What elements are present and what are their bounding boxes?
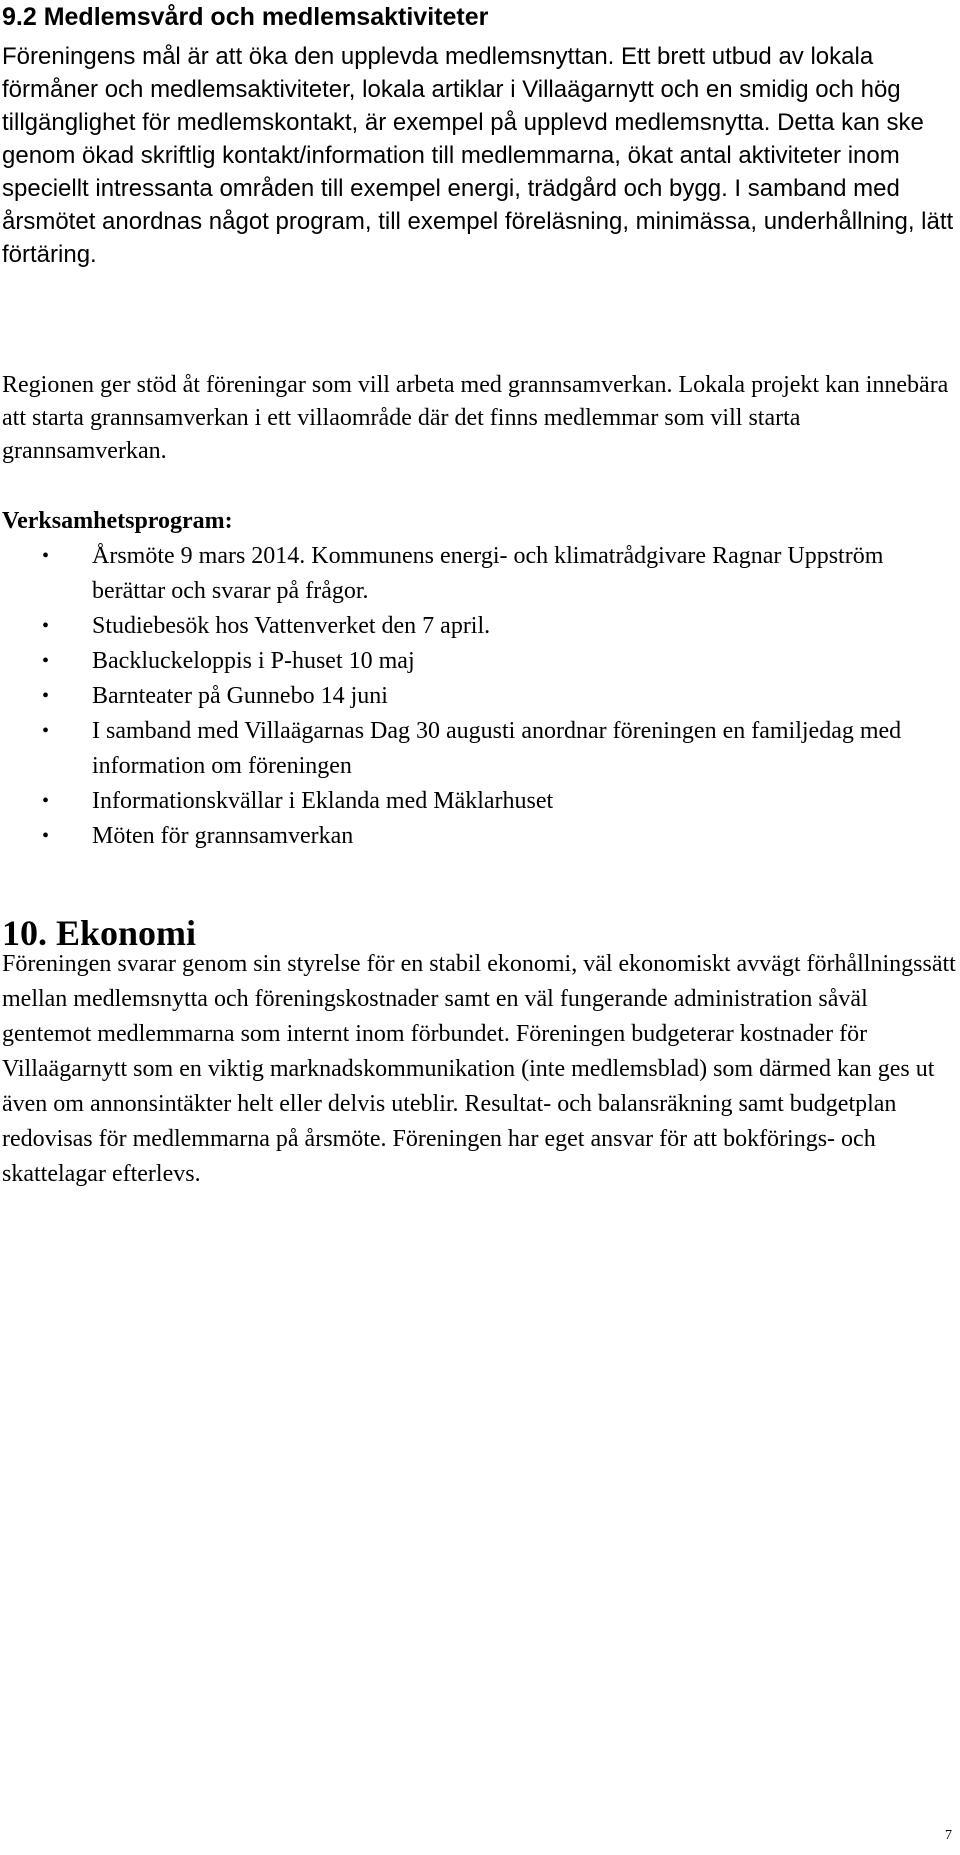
list-item-text: Möten för grannsamverkan [92, 823, 354, 849]
list-item-text: Informationskvällar i Eklanda med Mäklarhuset [92, 788, 554, 814]
list-item [0, 714, 952, 784]
program-list [0, 539, 960, 854]
list-item [0, 679, 952, 714]
list-item [0, 784, 952, 819]
list-item-text: Studiebesök hos Vattenverket den 7 april. [92, 613, 491, 639]
paragraph-ekonomi: Föreningen svarar genom sin styrelse för en stabil ekonomi, väl ekonomiskt avvägt förhållningssätt mellan medlemsnytta och föreningskostnader samt en väl fungerande administration såväl gentemot medlemmarna som internt inom förbundet. Föreningen budgeterar kostnader för Villaägarnytt som en viktig marknadskommunikation (inte medlemsblad) som därmed kan ges ut även om annonsintäkter helt eller delvis uteblir. Resultat- och balansräkning samt budgetplan redovisas för medlemmarna på årsmöte. Föreningen har eget ansvar för att bokförings- och skattelagar efterlevs. [2, 951, 956, 1187]
list-item [0, 644, 952, 679]
bullet-icon: • [42, 825, 50, 847]
page-number: 7 [945, 1828, 952, 1843]
paragraph-grannsamverkan: Regionen ger stöd åt föreningar som vill arbeta med grannsamverkan. Lokala projekt kan innebära att starta grannsamverkan i ett villaområde där det finns medlemmar som vill starta grannsamverkan. [2, 372, 949, 464]
bullet-icon: • [42, 650, 50, 672]
program-heading: Verksamhetsprogram: [2, 508, 233, 534]
bullet-icon: • [42, 720, 50, 742]
list-item [0, 539, 952, 609]
bullet-icon: • [42, 615, 50, 637]
list-item-text: Backluckeloppis i P-huset 10 maj [92, 648, 415, 674]
list-item [0, 819, 952, 854]
bullet-icon: • [42, 545, 50, 567]
paragraph-medlemsnytta: Föreningens mål är att öka den upplevda medlemsnyttan. Ett brett utbud av lokala förmåner och medlemsaktiviteter, lokala artiklar i Villaägarnytt och en smidig och hög tillgänglighet för medlemskontakt, är exempel på upplevd medlemsnytta. Detta kan ske genom ökad skriftlig kontakt/information till medlemmarna, ökat antal aktiviteter inom speciellt intressanta områden till exempel energi, trädgård och bygg. I samband med årsmötet anordnas något program, till exempel föreläsning, minimässa, underhållning, lätt förtäring. [2, 43, 954, 268]
bullet-icon: • [42, 685, 50, 707]
list-item-text: Barnteater på Gunnebo 14 juni [92, 683, 388, 709]
bullet-icon: • [42, 790, 50, 812]
list-item-text: I samband med Villaägarnas Dag 30 augusti anordnar föreningen en familjedag med information om föreningen [92, 718, 902, 779]
section-heading-10: 10. Ekonomi [2, 913, 197, 953]
list-item-text: Årsmöte 9 mars 2014. Kommunens energi- och klimatrådgivare Ragnar Uppström berättar och svarar på frågor. [92, 543, 884, 604]
list-item [0, 609, 952, 644]
section-heading-9-2: 9.2 Medlemsvård och medlemsaktiviteter [2, 3, 489, 31]
